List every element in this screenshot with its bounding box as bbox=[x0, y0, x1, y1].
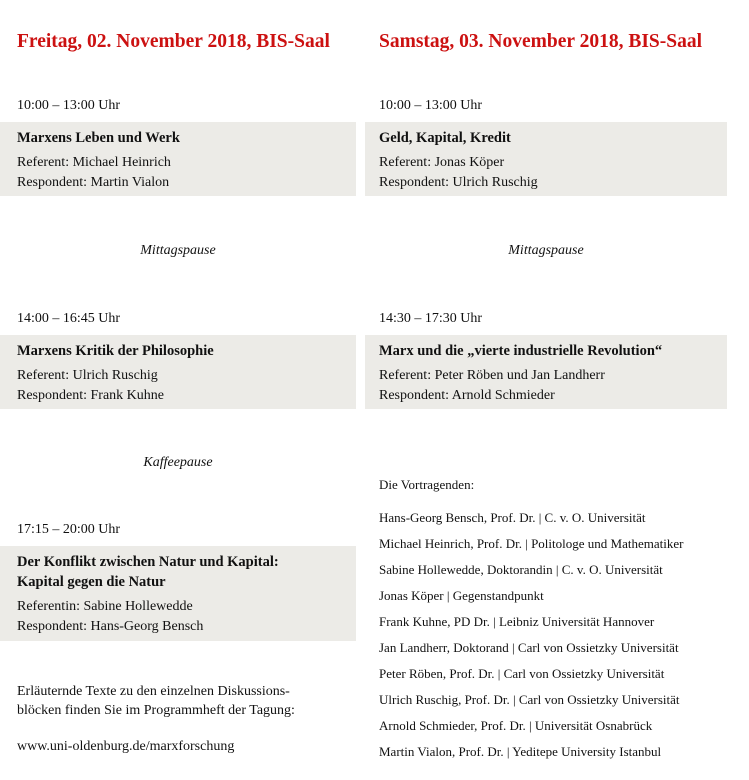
saturday-block-1-time: 10:00 – 13:00 Uhr bbox=[379, 98, 483, 113]
friday-heading: Freitag, 02. November 2018, BIS-Saal bbox=[17, 31, 330, 52]
session-respondent: Respondent: Ulrich Ruschig bbox=[379, 175, 538, 190]
friday-lunch-break: Mittagspause bbox=[140, 243, 216, 258]
speaker-item: Martin Vialon, Prof. Dr. | Yeditepe University Istanbul bbox=[379, 744, 662, 759]
saturday-session-2 bbox=[365, 335, 727, 409]
speaker-item: Hans-Georg Bensch, Prof. Dr. | C. v. O. Universität bbox=[379, 510, 646, 525]
session-referent: Referent: Jonas Köper bbox=[379, 155, 505, 170]
friday-session-1 bbox=[0, 122, 356, 196]
speaker-item: Jan Landherr, Doktorand | Carl von Ossietzky Universität bbox=[379, 640, 679, 655]
speaker-item: Ulrich Ruschig, Prof. Dr. | Carl von Ossietzky Universität bbox=[379, 692, 680, 707]
saturday-column bbox=[365, 0, 727, 780]
session-title-line-1: Der Konflikt zwischen Natur und Kapital: bbox=[17, 554, 279, 570]
friday-column bbox=[0, 0, 356, 780]
friday-block-1-time: 10:00 – 13:00 Uhr bbox=[17, 98, 121, 113]
speaker-item: Frank Kuhne, PD Dr. | Leibniz Universität Hannover bbox=[379, 614, 655, 629]
note-line-2: blöcken finden Sie im Programmheft der Tagung: bbox=[17, 703, 295, 718]
saturday-block-2-time: 14:30 – 17:30 Uhr bbox=[379, 311, 483, 326]
friday-session-3 bbox=[0, 546, 356, 641]
session-respondent: Respondent: Hans-Georg Bensch bbox=[17, 619, 204, 634]
speakers-heading: Die Vortragenden: bbox=[379, 477, 475, 492]
session-referent: Referent: Ulrich Ruschig bbox=[17, 368, 158, 383]
session-referent: Referentin: Sabine Hollewedde bbox=[17, 599, 193, 614]
session-title: Marx und die „vierte industrielle Revolution“ bbox=[379, 343, 663, 359]
session-respondent: Respondent: Arnold Schmieder bbox=[379, 388, 555, 403]
session-referent: Referent: Michael Heinrich bbox=[17, 155, 171, 170]
program-url[interactable]: www.uni-oldenburg.de/marxforschung bbox=[17, 739, 235, 754]
speaker-item: Peter Röben, Prof. Dr. | Carl von Ossietzky Universität bbox=[379, 666, 665, 681]
saturday-lunch-break: Mittagspause bbox=[508, 243, 584, 258]
session-title-line-2: Kapital gegen die Natur bbox=[17, 574, 166, 590]
session-referent: Referent: Peter Röben und Jan Landherr bbox=[379, 368, 605, 383]
session-title: Marxens Leben und Werk bbox=[17, 130, 180, 146]
note-line-1: Erläuternde Texte zu den einzelnen Diskussions- bbox=[17, 684, 290, 699]
speaker-item: Michael Heinrich, Prof. Dr. | Politologe und Mathematiker bbox=[379, 536, 684, 551]
speaker-item: Arnold Schmieder, Prof. Dr. | Universität Osnabrück bbox=[379, 718, 653, 733]
session-respondent: Respondent: Frank Kuhne bbox=[17, 388, 164, 403]
speaker-item: Sabine Hollewedde, Doktorandin | C. v. O. Universität bbox=[379, 562, 663, 577]
speaker-list bbox=[379, 507, 683, 767]
friday-session-2 bbox=[0, 335, 356, 409]
friday-block-2-time: 14:00 – 16:45 Uhr bbox=[17, 311, 121, 326]
session-title: Geld, Kapital, Kredit bbox=[379, 130, 511, 146]
session-title: Marxens Kritik der Philosophie bbox=[17, 343, 214, 359]
session-respondent: Respondent: Martin Vialon bbox=[17, 175, 170, 190]
speaker-item: Jonas Köper | Gegenstandpunkt bbox=[379, 588, 544, 603]
saturday-session-1 bbox=[365, 122, 727, 196]
saturday-heading: Samstag, 03. November 2018, BIS-Saal bbox=[379, 31, 703, 52]
friday-block-3-time: 17:15 – 20:00 Uhr bbox=[17, 522, 121, 537]
friday-coffee-break: Kaffeepause bbox=[143, 455, 213, 470]
